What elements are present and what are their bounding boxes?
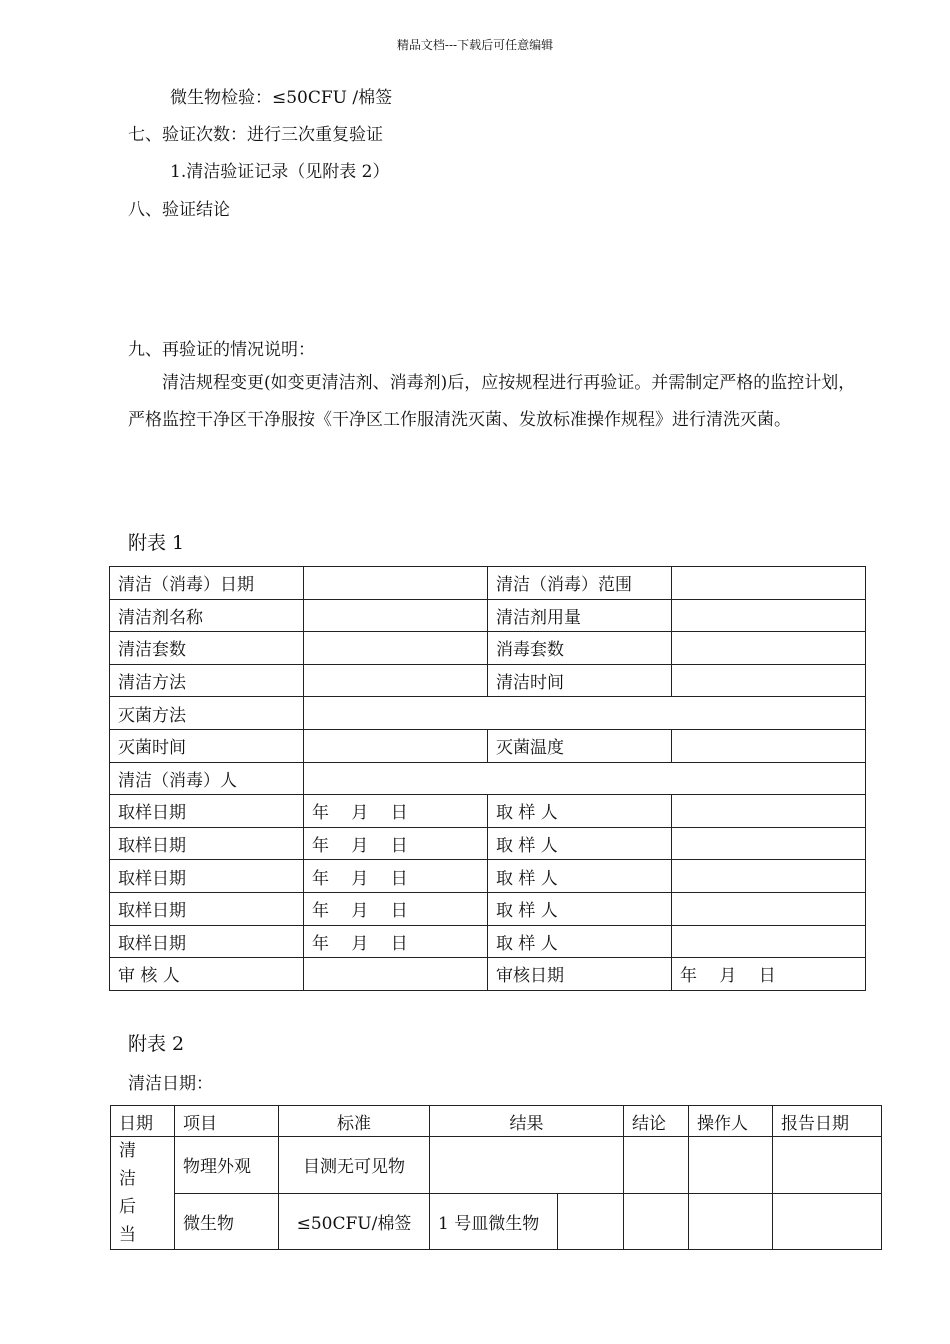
table-row: [111, 1137, 882, 1194]
table-cell: 取样日期: [110, 892, 304, 925]
table-cell: 物理外观: [175, 1137, 279, 1194]
table-cell: 清洁方法: [110, 664, 304, 697]
table-cell: [672, 599, 866, 632]
table-row: [110, 729, 866, 762]
table-cell: 取 样 人: [488, 827, 672, 860]
table-header-row: [111, 1106, 882, 1137]
table-cell: 取 样 人: [488, 925, 672, 958]
table-row: [110, 762, 866, 795]
table-row: [110, 827, 866, 860]
table-cell: 清洁剂名称: [110, 599, 304, 632]
table-cell: [672, 892, 866, 925]
table-cell: 审核日期: [488, 958, 672, 991]
page-header: 精品文档---下载后可任意编辑: [396, 38, 554, 52]
table-cell: 清洁（消毒）范围: [488, 567, 672, 600]
table-cell: 年 月 日: [304, 827, 488, 860]
table-row: [110, 795, 866, 828]
table-cell: 取 样 人: [488, 892, 672, 925]
table-row: [110, 567, 866, 600]
table-cell: 灭菌时间: [110, 729, 304, 762]
table-cell: [624, 1193, 689, 1250]
table-cell: [672, 925, 866, 958]
table-row: [110, 632, 866, 665]
table-row: [111, 1193, 882, 1250]
table-cell: [672, 567, 866, 600]
table-row: [110, 958, 866, 991]
table-cell: 目测无可见物: [279, 1137, 430, 1194]
table-cell: [558, 1193, 624, 1250]
header-operator: 操作人: [689, 1106, 773, 1137]
table-cell: [672, 664, 866, 697]
table-cell: [672, 795, 866, 828]
table-cell: [773, 1193, 882, 1250]
table-cell: 取 样 人: [488, 860, 672, 893]
table-cell: [304, 697, 866, 730]
table-cell: 灭菌温度: [488, 729, 672, 762]
header-conclusion: 结论: [624, 1106, 689, 1137]
table-cell: [689, 1193, 773, 1250]
header-standard: 标准: [279, 1106, 430, 1137]
table-cell: [304, 599, 488, 632]
table-cell: 审 核 人: [110, 958, 304, 991]
table-row: [110, 925, 866, 958]
table-cell: 微生物: [175, 1193, 279, 1250]
table-cell: ≤50CFU/棉签: [279, 1193, 430, 1250]
table-row: [110, 664, 866, 697]
clean-date-label: 清洁日期：: [128, 1074, 213, 1094]
section-7-heading: 七、验证次数：进行三次重复验证: [128, 125, 383, 145]
table-cell: [304, 664, 488, 697]
date-cell: 清 洁 后 当: [111, 1137, 175, 1250]
table-cell: [624, 1137, 689, 1194]
table-cell: [689, 1137, 773, 1194]
table-cell: [430, 1137, 624, 1194]
table-cell: 1 号皿微生物: [430, 1193, 558, 1250]
table-row: [110, 599, 866, 632]
table-cell: [304, 729, 488, 762]
section-8-heading: 八、验证结论: [128, 200, 230, 220]
table-cell: [304, 567, 488, 600]
header-date: 日期: [111, 1106, 175, 1137]
table-cell: [672, 729, 866, 762]
table-cell: 清洁（消毒）日期: [110, 567, 304, 600]
table-cell: [304, 958, 488, 991]
table-1: [109, 566, 866, 991]
section-7-item-1: 1.清洁验证记录（见附表 2）: [170, 162, 390, 182]
table-row: [110, 697, 866, 730]
section-9-heading: 九、再验证的情况说明：: [128, 340, 315, 360]
table-cell: 灭菌方法: [110, 697, 304, 730]
table-cell: 清洁时间: [488, 664, 672, 697]
table-cell: 清洁（消毒）人: [110, 762, 304, 795]
table-cell: 取样日期: [110, 925, 304, 958]
header-item: 项目: [175, 1106, 279, 1137]
table-row: [110, 860, 866, 893]
table-row: [110, 892, 866, 925]
table-cell: 年 月 日: [304, 795, 488, 828]
table-cell: [773, 1137, 882, 1194]
table-2-caption: 附表 2: [128, 1033, 185, 1055]
table-1-caption: 附表 1: [128, 532, 185, 554]
table-cell: 年 月 日: [672, 958, 866, 991]
table-cell: 取样日期: [110, 860, 304, 893]
table-cell: [672, 827, 866, 860]
table-cell: [672, 632, 866, 665]
table-cell: 取样日期: [110, 827, 304, 860]
table-cell: 年 月 日: [304, 892, 488, 925]
revalidation-paragraph: 清洁规程变更(如变更清洁剂、消毒剂)后，应按规程进行再验证。并需制定严格的监控计划，严格监控干净区干净服按《干净区工作服清洗灭菌、发放标准操作规程》进行清洗灭菌。: [128, 373, 856, 430]
table-cell: [304, 632, 488, 665]
table-cell: 清洁剂用量: [488, 599, 672, 632]
header-result: 结果: [430, 1106, 624, 1137]
table-2: [110, 1105, 882, 1250]
table-cell: 消毒套数: [488, 632, 672, 665]
micro-test-line: 微生物检验：≤50CFU /棉签: [170, 88, 393, 108]
table-cell: 年 月 日: [304, 860, 488, 893]
table-cell: 清洁套数: [110, 632, 304, 665]
table-cell: [304, 762, 866, 795]
table-cell: 年 月 日: [304, 925, 488, 958]
table-cell: 取样日期: [110, 795, 304, 828]
table-cell: 取 样 人: [488, 795, 672, 828]
table-cell: [672, 860, 866, 893]
header-report-date: 报告日期: [773, 1106, 882, 1137]
